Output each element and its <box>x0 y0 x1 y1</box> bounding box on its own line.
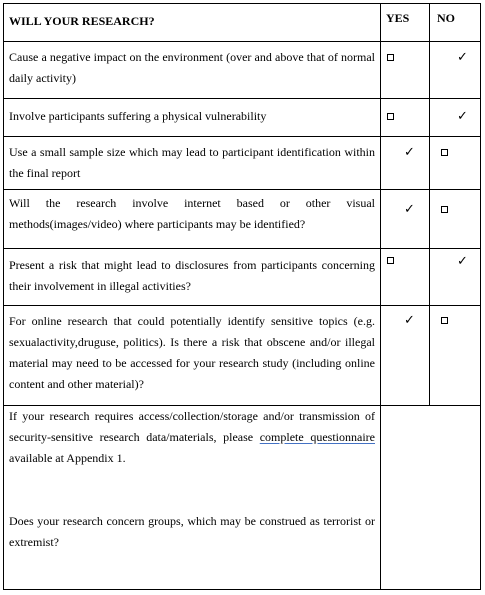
question-text: Cause a negative impact on the environment (over and above that of normal daily activity) <box>4 42 381 98</box>
question-text: For online research that could potentially identify sensitive topics (e.g. sexualactivity,druguse, politics). Is there a risk that obscene and/or illegal material may need to be accessed for your research study (including online content and other material)? <box>4 306 381 405</box>
yes-cell <box>381 306 430 405</box>
no-checkbox[interactable] <box>441 206 448 213</box>
question-text: Use a small sample size which may lead to participant identification within the final report <box>4 137 381 189</box>
header-question-cell: WILL YOUR RESEARCH? <box>4 4 381 41</box>
no-checkmark-icon[interactable]: ✓ <box>457 254 468 269</box>
yes-checkmark-icon[interactable]: ✓ <box>404 145 415 160</box>
security-question-cell <box>4 406 381 589</box>
yes-checkmark-icon[interactable]: ✓ <box>404 313 415 328</box>
yes-checkmark-icon[interactable]: ✓ <box>404 202 415 217</box>
no-cell <box>430 137 480 189</box>
no-cell <box>430 306 480 405</box>
security-text-after: available at Appendix 1. <box>9 451 126 465</box>
question-text: Will the research involve internet based or other visual methods(images/video) where participants may be identified? <box>4 190 381 248</box>
no-cell <box>430 42 480 98</box>
yes-cell <box>381 42 430 98</box>
table-header-row <box>4 4 480 42</box>
complete-questionnaire-link[interactable]: complete questionnaire <box>259 430 375 444</box>
yes-checkbox[interactable] <box>387 257 394 264</box>
yes-cell <box>381 99 430 136</box>
table-row <box>4 42 480 99</box>
header-no-cell <box>430 4 480 41</box>
header-no-label: NO <box>437 11 455 25</box>
yes-checkbox[interactable] <box>387 54 394 61</box>
table-row <box>4 306 480 406</box>
yes-cell <box>381 137 430 189</box>
table-row-security <box>4 406 480 589</box>
table-row <box>4 249 480 306</box>
no-cell <box>430 249 480 305</box>
yes-checkbox[interactable] <box>387 113 394 120</box>
no-cell <box>430 99 480 136</box>
no-checkmark-icon[interactable]: ✓ <box>457 50 468 65</box>
header-yes-label: YES <box>386 11 410 25</box>
table-row <box>4 190 480 249</box>
yes-cell <box>381 249 430 305</box>
research-questionnaire-table <box>3 3 481 590</box>
yes-cell <box>381 190 430 248</box>
no-cell <box>430 190 480 248</box>
merged-answer-cell <box>381 406 480 589</box>
table-row <box>4 99 480 137</box>
question-text: Present a risk that might lead to disclosures from participants concerning their involvement in illegal activities? <box>4 249 381 305</box>
terrorism-question: Does your research concern groups, which may be construed as terrorist or extremist? <box>9 514 375 549</box>
no-checkbox[interactable] <box>441 149 448 156</box>
security-paragraph <box>9 406 375 469</box>
security-text-before: If your research requires access/collection/storage and/or transmission of security-sensitive research data/materials, please <box>9 409 375 444</box>
header-yes-cell <box>381 4 430 41</box>
question-text: Involve participants suffering a physical vulnerability <box>4 99 381 136</box>
no-checkmark-icon[interactable]: ✓ <box>457 109 468 124</box>
table-row <box>4 137 480 190</box>
no-checkbox[interactable] <box>441 317 448 324</box>
